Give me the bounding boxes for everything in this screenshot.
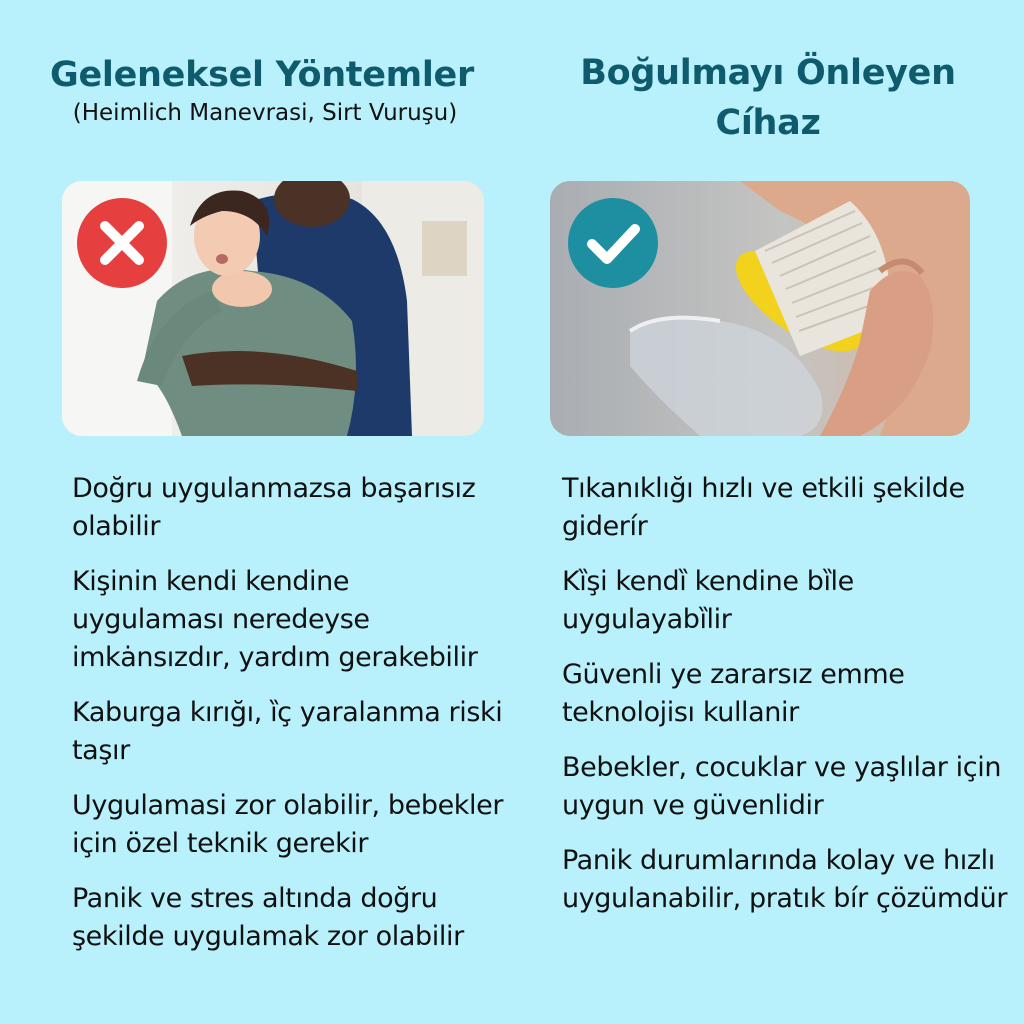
traditional-methods-title: Geleneksel Yöntemler [50, 55, 474, 95]
list-item: Doğru uygulanmazsa başarısız olabilir [72, 473, 476, 542]
anti-choking-device-list [562, 470, 1014, 935]
x-mark-icon [77, 198, 167, 288]
traditional-methods-list [72, 470, 508, 973]
x-mark-badge [77, 198, 167, 288]
traditional-methods-subtitle: (Heimlich Manevrasi, Sirt Vuruşu) [72, 100, 458, 126]
list-item: Güvenli ye zararsız emme teknolojisı kullanir [562, 659, 905, 728]
checkmark-icon [568, 198, 658, 288]
list-item: Tıkanıklığı hızlı ve etkili şekilde giderír [562, 473, 965, 542]
heimlich-maneuver-photo [62, 181, 484, 436]
list-item: Panik ve stres altında doğru şekilde uygulamak zor olabilir [72, 883, 464, 952]
list-item: Panik durumlarında kolay ve hızlı uygulanabilir, pratık bír çözümdür [562, 845, 1008, 914]
anti-choking-device-title: Boğulmayı Önleyen Cíhaz [580, 53, 956, 143]
list-item: Kȉşi kendȉ kendine bȉle uygulayabȉlir [562, 566, 854, 635]
anti-choking-device-photo [550, 181, 970, 436]
list-item: Kişinin kendi kendine uygulaması neredeyse imkȧnsızdır, yardım gerakebilir [72, 566, 478, 673]
list-item: Uygulamasi zor olabilir, bebekler için özel teknik gerekir [72, 790, 504, 859]
list-item: Bebekler, cocuklar ve yaşlılar için uygun ve güvenlidir [562, 752, 1002, 821]
list-item: Kaburga kırığı, ȉç yaralanma riski taşır [72, 697, 503, 766]
checkmark-badge [568, 198, 658, 288]
